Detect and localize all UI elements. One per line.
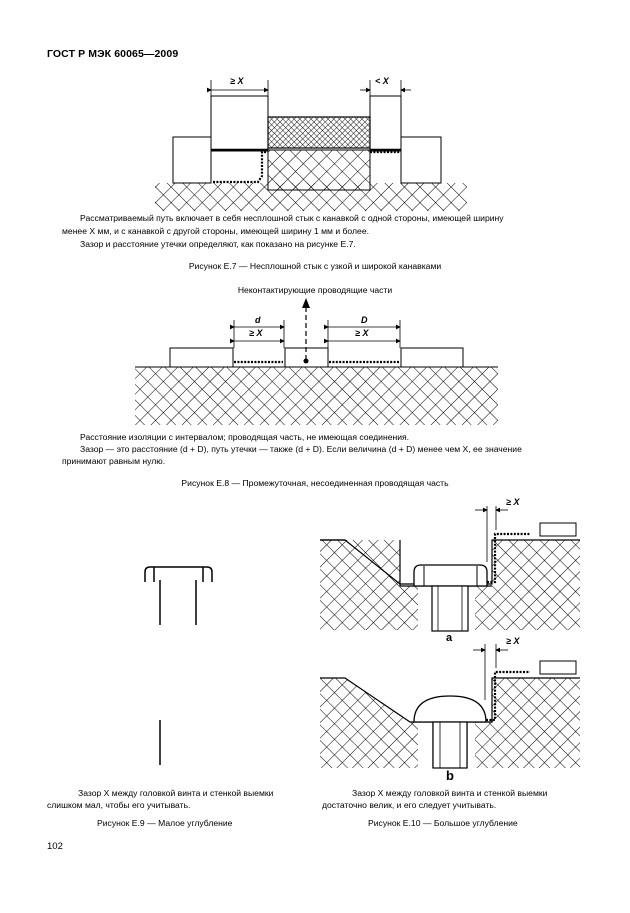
fig10-sub-b: b bbox=[446, 768, 454, 783]
fig10-text-line1: Зазор X между головкой винта и стенкой выемки bbox=[352, 788, 548, 798]
fig8-dim-ge-right: ≥ X bbox=[355, 328, 369, 338]
fig9-caption: Рисунок Е.9 — Малое углубление bbox=[97, 818, 233, 828]
fig8-dim-ge-left: ≥ X bbox=[249, 328, 263, 338]
figure-e8-drawing bbox=[135, 298, 498, 425]
fig7-caption: Рисунок Е.7 — Несплошной стык с узкой и широкой канавками bbox=[188, 261, 442, 271]
fig9-text-line2: слишком мал, чтобы его учитывать. bbox=[47, 800, 191, 810]
fig8-text-line2: Зазор — это расстояние (d + D), путь утечки — также (d + D). Если величина (d + D) менее чем X, ее значение bbox=[80, 444, 522, 454]
page-number: 102 bbox=[47, 841, 63, 852]
fig10-caption: Рисунок Е.10 — Большое углубление bbox=[368, 818, 518, 828]
fig10-dim-top: ≥ X bbox=[506, 497, 520, 507]
figure-e7-drawing bbox=[155, 80, 467, 211]
fig7-text-line1: Рассматриваемый путь включает в себя несплошной стык с канавкой с одной стороны, имеющей ширину bbox=[80, 213, 504, 223]
fig10-sub-a: a bbox=[446, 632, 453, 644]
document-header: ГОСТ Р МЭК 60065—2009 bbox=[47, 48, 179, 60]
fig7-text-line2: менее X мм, и с канавкой с другой стороны, имеющей ширину 1 мм и более. bbox=[62, 226, 369, 236]
fig8-dim-d: d bbox=[255, 315, 261, 325]
figure-e9-drawing bbox=[145, 567, 212, 765]
fig9-text-line1: Зазор X между головкой винта и стенкой выемки bbox=[78, 788, 274, 798]
fig8-text-line1: Расстояние изоляции с интервалом; проводящая часть, не имеющая соединения. bbox=[80, 432, 410, 442]
fig8-dim-D: D bbox=[361, 315, 368, 325]
fig8-text-line3: принимают равным нулю. bbox=[62, 456, 166, 466]
fig8-top-label: Неконтактирующие проводящие части bbox=[237, 285, 393, 295]
fig8-caption: Рисунок Е.8 — Промежуточная, несоединенная проводящая часть bbox=[181, 478, 449, 488]
fig10-dim-bottom: ≥ X bbox=[506, 636, 520, 646]
fig7-dim-right: < X bbox=[375, 76, 389, 86]
fig7-text-line3: Зазор и расстояние утечки определяют, как показано на рисунке Е.7. bbox=[80, 239, 356, 249]
figure-e10b-drawing bbox=[320, 644, 580, 768]
fig10-text-line2: достаточно велик, и его следует учитывать. bbox=[322, 800, 497, 810]
figure-e10a-drawing bbox=[320, 506, 580, 631]
fig7-dim-left: ≥ X bbox=[230, 76, 244, 86]
